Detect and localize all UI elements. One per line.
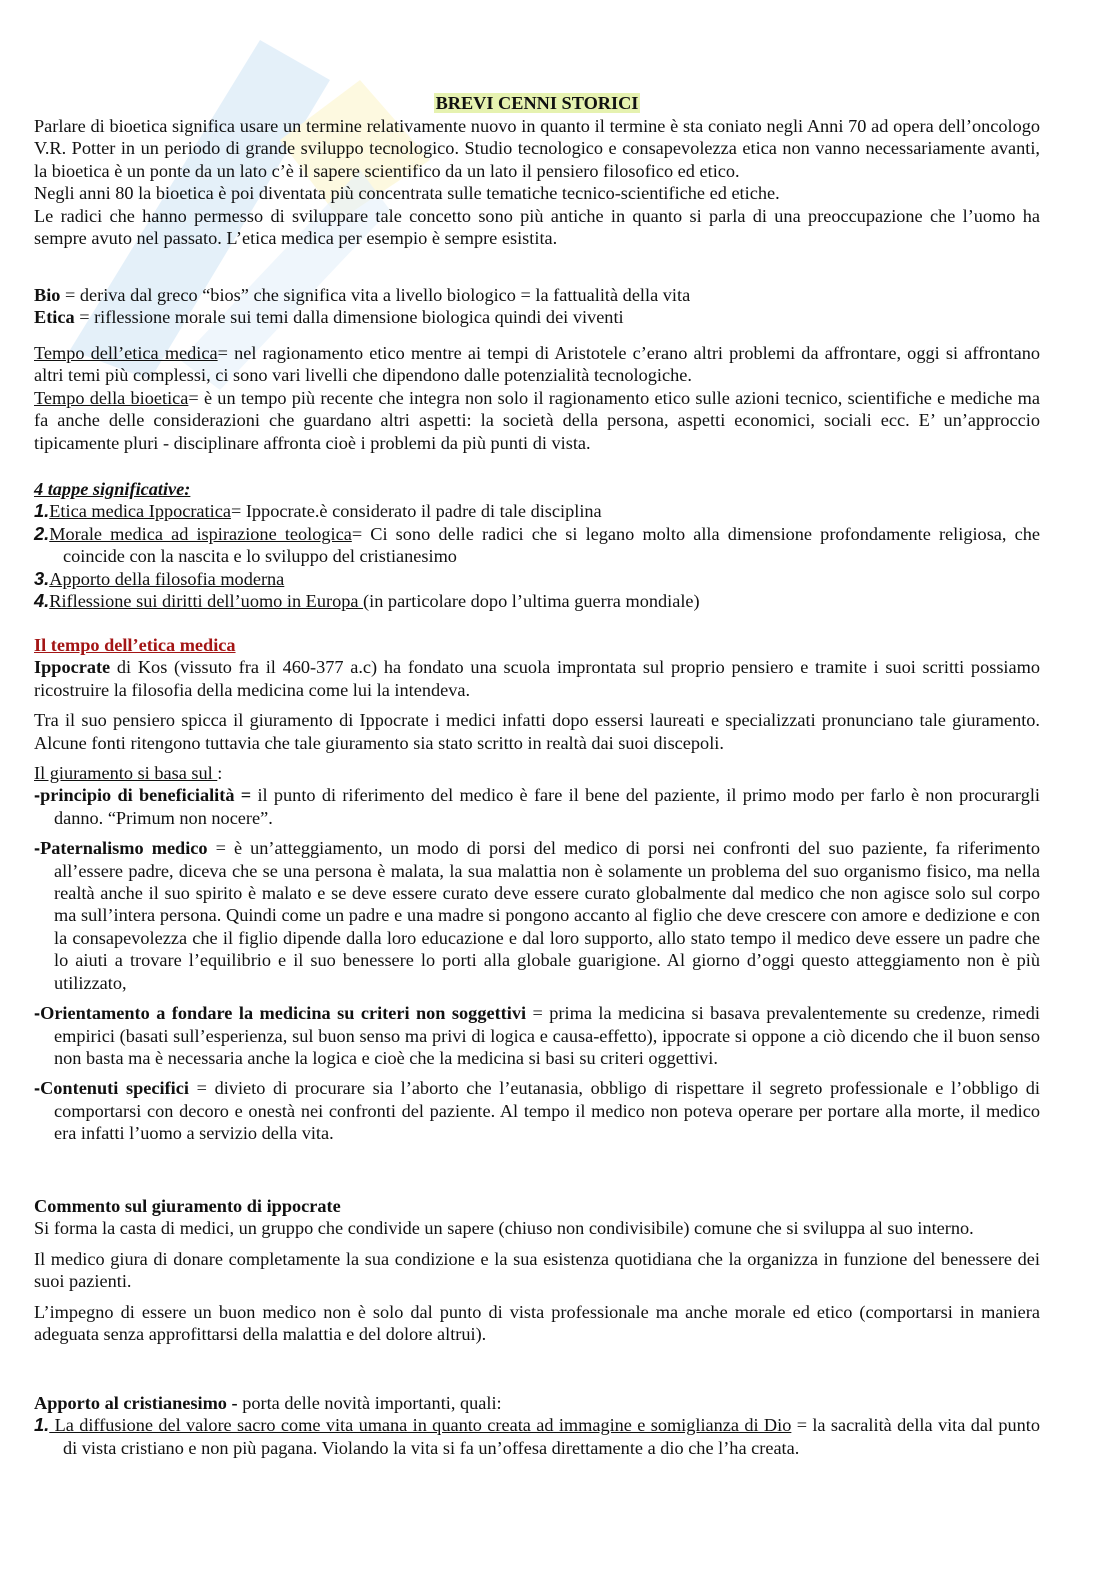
paragraph xyxy=(34,656,1040,701)
page-title: BREVI CENNI STORICI xyxy=(435,93,639,113)
bullet: - xyxy=(34,1077,41,1099)
text: porta delle novità importanti, quali: xyxy=(237,1393,502,1413)
text: = Ippocrate.è considerato il padre di tale disciplina xyxy=(230,501,602,522)
section-heading: Il tempo dell’etica medica xyxy=(34,635,236,655)
list-item xyxy=(34,1077,1040,1144)
term: Orientamento a fondare la medicina su criteri non soggettivi xyxy=(40,1003,527,1024)
list-item xyxy=(34,568,1040,590)
term: La diffusione del valore sacro come vita umana in quanto creata ad immagine e somiglianza di Dio xyxy=(49,1415,792,1436)
term: Contenuti specifici xyxy=(40,1078,189,1099)
paragraph xyxy=(34,387,1040,454)
term: Bio xyxy=(34,285,61,305)
tappe-section xyxy=(34,478,1040,612)
item-number: 3. xyxy=(34,567,50,589)
tempo-etica-section xyxy=(34,634,1040,1145)
definition xyxy=(34,306,1040,328)
item-number: 1. xyxy=(34,500,50,522)
text: = è un tempo più recente che integra non solo il ragionamento etico sulle azioni tecnico, scientifiche e mediche ma fa anche delle considerazioni che guardano altri aspetti: la società della persona, aspetti economici, sociali ecc. E’ un’approccio tipicamente pluri - disciplinare affronta cioè i problemi da più punti di vista. xyxy=(34,387,1040,453)
list-item xyxy=(34,1002,1040,1069)
list-item xyxy=(34,500,1040,522)
paragraph: Le radici che hanno permesso di sviluppare tale concetto sono più antiche in quanto si parla di una preoccupazione che l’uomo ha sempre avuto nel passato. L’etica medica per esempio è sempre esistita. xyxy=(34,205,1040,249)
label: Il giuramento si basa sul xyxy=(34,763,218,784)
definitions xyxy=(34,284,1040,329)
colon: : xyxy=(217,763,223,784)
title-block xyxy=(34,92,1040,114)
text: = divieto di procurare sia l’aborto che l’eutanasia, obbligo di rispettare il segreto professionale e l’obbligo di comportarsi con decoro e onestà nei confronti del paziente. Al tempo il medico non poteva operare per portare alla morte, il medico era infatti l’uomo a servizio della vita. xyxy=(54,1078,1040,1144)
paragraph: L’impegno di essere un buon medico non è solo dal punto di vista professionale ma anche morale ed etico (comportarsi in maniera adeguata senza approfittarsi della malattia e del dolore altrui). xyxy=(34,1301,1040,1345)
item-number: 2. xyxy=(34,522,50,544)
term: principio di beneficialità = xyxy=(40,785,252,806)
text: = nel ragionamento etico mentre ai tempi di Aristotele c’erano altri problemi da affrontare, oggi si affrontano altri temi più complessi, ci sono vari livelli che dipendono dalle potenzialità tecnologiche. xyxy=(34,343,1040,386)
paragraph: Il medico giura di donare completamente la sua condizione e la sua esistenza quotidiana che la organizza in funzione del benessere dei suoi pazienti. xyxy=(34,1248,1040,1292)
paragraph xyxy=(34,1392,1040,1414)
paragraph: Parlare di bioetica significa usare un termine relativamente nuovo in quanto il termine è sta coniato negli Anni 70 ad opera dell’oncologo V.R. Potter in un periodo di grande sviluppo tecnologico. Studio tecnologico e consapevolezza etica non vanno necessariamente avanti, la bioetica è un ponte da un lato c’è il sapere scientifico da un lato il pensiero filosofico ed etico. xyxy=(34,116,1040,181)
paragraph xyxy=(34,342,1040,387)
term: Apporto della filosofia moderna xyxy=(49,568,285,589)
term: Morale medica ad ispirazione teologica xyxy=(49,523,352,544)
term: Etica medica Ippocratica xyxy=(49,501,231,522)
paragraph: Si forma la casta di medici, un gruppo che condivide un sapere (chiuso non condivisibile) comune che si sviluppa al suo interno. xyxy=(34,1218,974,1239)
definition-text: = riflessione morale sui temi dalla dimensione biologica quindi dei viventi xyxy=(74,307,624,328)
list-item xyxy=(34,837,1040,994)
list-item xyxy=(34,784,1040,829)
term: Apporto al cristianesimo - xyxy=(34,1393,238,1413)
term: Tempo dell’etica medica xyxy=(34,343,218,363)
item-number: 4. xyxy=(34,590,50,612)
text: = Ci sono delle radici che si legano molto alla dimensione profondamente religiosa, che coincide con la nascita e lo sviluppo del cristianesimo xyxy=(63,523,1040,567)
term: Tempo della bioetica xyxy=(34,387,189,408)
text: = la sacralità della vita dal punto di vista cristiano e non più pagana. Violando la vita si fa un’offesa direttamente a dio che l’ha creata. xyxy=(63,1415,1041,1458)
text: = prima la medicina si basava prevalentemente su credenze, rimedi empirici (basati sull’esperienza, sul buon senso ma privi di logica e causa-effetto), ippocrate si oppone a ciò dicendo che il buon senso non basta ma è necessaria anche la logica e cioè che la medicina si basi su criteri oggettivi. xyxy=(54,1003,1041,1068)
text: (in particolare dopo l’ultima guerra mondiale) xyxy=(363,591,700,612)
paragraph xyxy=(34,762,1040,784)
term: Paternalismo medico xyxy=(40,838,208,859)
text: = è un’atteggiamento, un modo di porsi del medico di porsi nei confronti del suo paziente, fa riferimento all’essere padre, diceva che se una persona è malata, la sua malattia non è solamente un problema del suo organismo fisico, ma nella realtà anche il suo spirito è malato e se deve essere curato deve essere curato globalmente dal medico che non agisce solo sul corpo ma sull’intera persona. Quindi come un padre e una madre si pongono accanto al figlio che deve crescere con amore e dedizione e con la consapevolezza che il figlio dipende dalla loro educazione e dal loro supporto, allo stato tempo il medico deve essere un padre che lo aiuti a trovare l’equilibrio e il suo benessere lo porti alla globale guarigione. Al giorno d’oggi questo atteggiamento non è più utilizzato, xyxy=(54,838,1040,993)
section-heading: Commento sul giuramento di ippocrate xyxy=(34,1196,341,1216)
intro-section xyxy=(34,115,1040,249)
paragraph: Tra il suo pensiero spicca il giuramento di Ippocrate i medici infatti dopo essersi laureati e specializzati pronunciano tale giuramento. Alcune fonti ritengono tuttavia che tale giuramento sia stato scritto in realtà dai suoi discepoli. xyxy=(34,710,1040,753)
bullet: - xyxy=(34,784,41,806)
list-item xyxy=(34,590,1040,612)
definition xyxy=(34,284,1040,306)
term: Riflessione sui diritti dell’uomo in Europa xyxy=(49,591,364,612)
term: Ippocrate xyxy=(34,657,111,678)
section-heading: 4 tappe significative: xyxy=(34,479,191,499)
bullet: - xyxy=(34,837,41,859)
term: Etica xyxy=(34,307,75,328)
list-item xyxy=(34,523,1040,568)
cristianesimo-section xyxy=(34,1392,1040,1459)
text: di Kos (vissuto fra il 460-377 a.c) ha fondato una scuola improntata sul proprio pensiero e tramite i suoi scritti possiamo ricostruire la filosofia della medicina come lui la intendeva. xyxy=(34,657,1040,700)
text: il punto di riferimento del medico è fare il bene del paziente, il primo modo per farlo è non procurargli danno. “Primum non nocere”. xyxy=(54,785,1040,828)
commento-section xyxy=(34,1195,1040,1345)
tempi-section xyxy=(34,342,1040,454)
paragraph: Negli anni 80 la bioetica è poi diventata più concentrata sulle tematiche tecnico-scientifiche ed etiche. xyxy=(34,183,780,204)
bullet: - xyxy=(34,1002,41,1024)
list-item xyxy=(34,1414,1040,1459)
definition-text: = deriva dal greco “bios” che significa vita a livello biologico = la fattualità della vita xyxy=(60,285,691,305)
item-number: 1. xyxy=(34,1414,50,1436)
